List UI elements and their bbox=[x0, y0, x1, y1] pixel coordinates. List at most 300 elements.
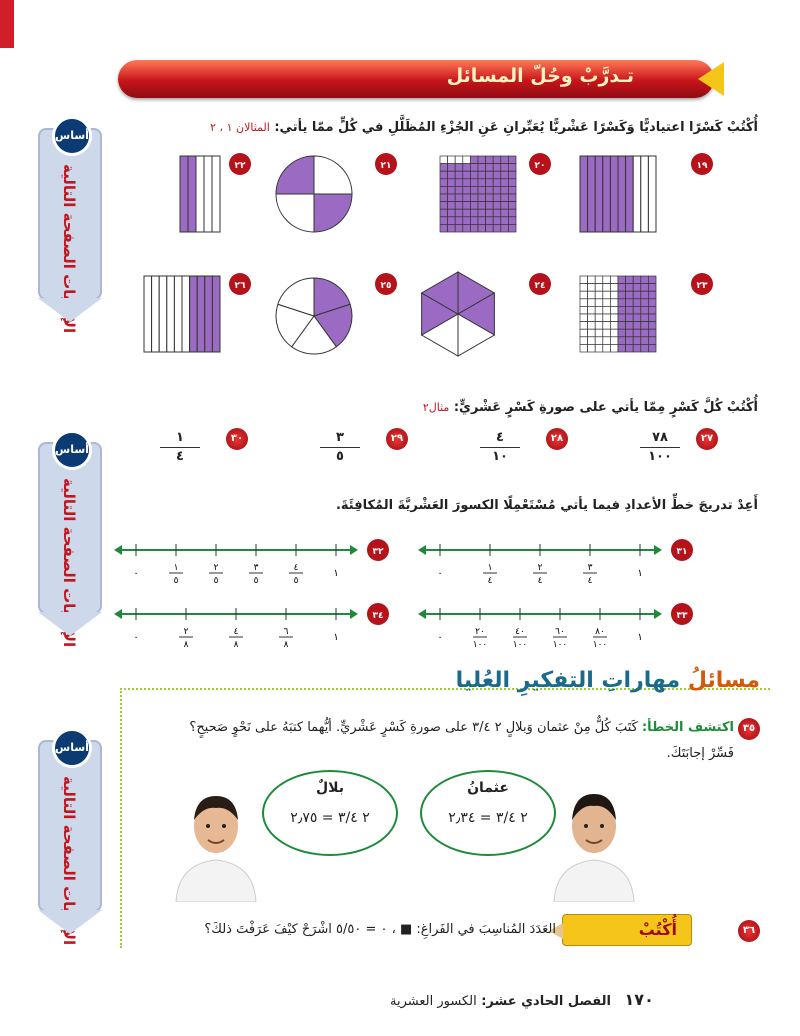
grid-cell bbox=[501, 202, 509, 210]
grid-cell bbox=[648, 306, 656, 314]
grid-cell bbox=[486, 179, 494, 187]
grid-cell bbox=[603, 322, 611, 330]
pie-slice bbox=[276, 156, 314, 194]
question-number-badge bbox=[529, 273, 551, 295]
strip-cell bbox=[190, 276, 198, 352]
grid-cell bbox=[648, 314, 656, 322]
grid-cell bbox=[440, 186, 448, 194]
grid-cell bbox=[448, 186, 456, 194]
tick-denominator: ٨ bbox=[233, 640, 239, 650]
fraction-bar bbox=[160, 447, 200, 448]
q2-item-number: ٢٧ bbox=[696, 428, 718, 450]
side-tab-badge: أساس bbox=[52, 116, 92, 156]
badge-text: ٢٢ bbox=[234, 161, 246, 171]
question-number-badge bbox=[529, 153, 551, 175]
grid-cell bbox=[455, 179, 463, 187]
badge-text: ٢٠ bbox=[534, 161, 546, 171]
grid-cell bbox=[501, 179, 509, 187]
grid-cell bbox=[641, 344, 649, 352]
q2-fraction bbox=[640, 430, 680, 465]
grid-cell bbox=[448, 164, 456, 172]
tick-denominator: ٥ bbox=[173, 576, 179, 586]
grid-cell bbox=[493, 224, 501, 232]
grid-cell bbox=[508, 171, 516, 179]
grid-cell bbox=[508, 224, 516, 232]
badge-text: ٣١ bbox=[676, 547, 688, 557]
grid-cell bbox=[493, 217, 501, 225]
grid-cell bbox=[610, 337, 618, 345]
grid-cell bbox=[440, 179, 448, 187]
pie-slice bbox=[314, 194, 352, 232]
grid-cell bbox=[478, 179, 486, 187]
fraction-numerator: ١ bbox=[176, 430, 184, 445]
grid-cell bbox=[626, 329, 634, 337]
badge-text: ٢٣ bbox=[696, 281, 708, 291]
grid-cell bbox=[603, 337, 611, 345]
grid-cell bbox=[478, 156, 486, 164]
grid-cell bbox=[493, 202, 501, 210]
grid-cell bbox=[648, 299, 656, 307]
tick-numerator: ٨٠ bbox=[595, 627, 605, 637]
q2-item-number: ٢٨ bbox=[546, 428, 568, 450]
pie-slice bbox=[276, 194, 314, 232]
badge-text: ٣٢ bbox=[372, 547, 384, 557]
grid-cell bbox=[493, 171, 501, 179]
tick-numerator: ٦٠ bbox=[555, 627, 565, 637]
grid-cell bbox=[610, 284, 618, 292]
grid-cell bbox=[448, 209, 456, 217]
fraction-numerator: ٣ bbox=[336, 430, 344, 445]
grid-cell bbox=[595, 284, 603, 292]
tick-numerator: ٣ bbox=[253, 563, 259, 573]
side-tab-label: الإجابات الصفحة التالية bbox=[60, 776, 78, 946]
grid-cell bbox=[603, 299, 611, 307]
grid-cell bbox=[641, 314, 649, 322]
grid-cell bbox=[486, 224, 494, 232]
grid-cell bbox=[588, 322, 596, 330]
tick-denominator: ٤ bbox=[487, 576, 493, 586]
tick-denominator: ١٠٠ bbox=[552, 640, 568, 650]
hots-title bbox=[456, 668, 760, 693]
grid-cell bbox=[448, 224, 456, 232]
q35-text: كَتَبَ كُلٌّ مِنْ عثمان وَبلالٍ ٢ ٣/٤ على صورةِ كَسْرٍ عَشْريٍّ. أيُّهما كتبَهُ على نَحْوٍ صَحيحٍ؟ bbox=[189, 720, 638, 735]
grid-cell bbox=[486, 209, 494, 217]
number-lines bbox=[100, 530, 740, 660]
number-line bbox=[418, 539, 693, 586]
tick-numerator: ٤ bbox=[233, 627, 239, 637]
tick-numerator: ٤ bbox=[293, 563, 299, 573]
grid-cell bbox=[595, 337, 603, 345]
q36-text: العَدَدَ المُناسِبَ في الفَراغِ: ■ ، ٠ = ٥/٥٠ اشْرَحْ كيْفَ عَرَفْتَ ذلكَ؟ bbox=[204, 922, 556, 937]
strip-cell bbox=[180, 156, 188, 232]
grid-cell bbox=[633, 329, 641, 337]
strip-cell bbox=[641, 156, 649, 232]
grid-cell bbox=[455, 224, 463, 232]
q2-item-number: ٢٩ bbox=[386, 428, 408, 450]
fraction-numerator: ٧٨ bbox=[652, 430, 668, 445]
grid-cell bbox=[478, 202, 486, 210]
tick-numerator: ٢ bbox=[183, 627, 189, 637]
strip-cell bbox=[618, 156, 626, 232]
grid-cell bbox=[618, 344, 626, 352]
question-number-badge bbox=[367, 603, 389, 625]
grid-cell bbox=[626, 276, 634, 284]
grid-cell bbox=[508, 209, 516, 217]
grid-cell bbox=[610, 322, 618, 330]
grid-cell bbox=[626, 299, 634, 307]
arrow-left-icon bbox=[114, 609, 122, 619]
question-number-badge bbox=[229, 153, 251, 175]
grid-cell bbox=[588, 299, 596, 307]
tick-denominator: ٨ bbox=[183, 640, 189, 650]
strip-cell bbox=[188, 156, 196, 232]
strip-cell bbox=[588, 156, 596, 232]
grid-cell bbox=[448, 156, 456, 164]
grid-cell bbox=[610, 291, 618, 299]
tick-label: ١ bbox=[333, 568, 339, 579]
side-tab-point bbox=[38, 612, 102, 636]
q35-number: ٣٥ bbox=[738, 718, 760, 740]
speech-bubble-bilal bbox=[262, 770, 398, 856]
grid-cell bbox=[463, 209, 471, 217]
grid-cell bbox=[470, 194, 478, 202]
grid-cell bbox=[440, 202, 448, 210]
grid-cell bbox=[648, 337, 656, 345]
hots-title-a: مسائلُ bbox=[687, 668, 760, 693]
strip-cell bbox=[152, 276, 160, 352]
grid-cell bbox=[493, 209, 501, 217]
grid-cell bbox=[618, 329, 626, 337]
grid-cell bbox=[486, 186, 494, 194]
badge-text: ٣٣ bbox=[676, 611, 688, 621]
badge-text: ٢٦ bbox=[234, 281, 246, 291]
badge-text: ٣٤ bbox=[372, 611, 384, 621]
grid-cell bbox=[470, 171, 478, 179]
grid-cell bbox=[455, 194, 463, 202]
grid-cell bbox=[633, 306, 641, 314]
question-number-badge bbox=[229, 273, 251, 295]
tick-denominator: ٥ bbox=[213, 576, 219, 586]
grid-cell bbox=[455, 217, 463, 225]
grid-cell bbox=[595, 299, 603, 307]
q36-number: ٣٦ bbox=[738, 920, 760, 942]
tick-numerator: ٢ bbox=[537, 563, 543, 573]
grid-cell bbox=[493, 186, 501, 194]
strip-cell bbox=[603, 156, 611, 232]
tick-denominator: ٥ bbox=[253, 576, 259, 586]
fraction-bar bbox=[640, 447, 680, 448]
grid-cell bbox=[470, 156, 478, 164]
tick-denominator: ٥ bbox=[293, 576, 299, 586]
boy-photo-othman bbox=[546, 780, 642, 902]
grid-cell bbox=[470, 209, 478, 217]
strip-cell bbox=[196, 156, 204, 232]
tick-denominator: ٤ bbox=[587, 576, 593, 586]
grid-cell bbox=[478, 164, 486, 172]
grid-cell bbox=[633, 344, 641, 352]
grid-cell bbox=[478, 194, 486, 202]
tick-numerator: ٣ bbox=[587, 563, 593, 573]
tick-numerator: ٢ bbox=[213, 563, 219, 573]
bubble-name: بلالٌ bbox=[315, 780, 345, 796]
grid-cell bbox=[618, 299, 626, 307]
q2-ref: مثال٢ bbox=[422, 401, 450, 414]
strip-cell bbox=[633, 156, 641, 232]
grid-cell bbox=[633, 322, 641, 330]
grid-cell bbox=[470, 179, 478, 187]
grid-cell bbox=[448, 202, 456, 210]
grid-cell bbox=[448, 194, 456, 202]
side-tab-answers[interactable] bbox=[38, 128, 102, 334]
grid-cell bbox=[588, 276, 596, 284]
arrow-left-icon bbox=[418, 545, 426, 555]
grid-cell bbox=[580, 299, 588, 307]
q2-fraction bbox=[160, 430, 200, 465]
grid-cell bbox=[618, 284, 626, 292]
strip-cell bbox=[144, 276, 152, 352]
bubble-name: عثمانُ bbox=[467, 780, 509, 796]
q2-fraction bbox=[480, 430, 520, 465]
tick-numerator: ١ bbox=[487, 563, 493, 573]
strip-cell bbox=[595, 156, 603, 232]
grid-cell bbox=[633, 291, 641, 299]
grid-cell bbox=[463, 186, 471, 194]
number-line bbox=[114, 539, 389, 586]
badge-text: ٢٥ bbox=[380, 281, 392, 291]
strip-cell bbox=[205, 276, 213, 352]
pie-slice bbox=[314, 156, 352, 194]
grid-cell bbox=[648, 344, 656, 352]
grid-cell bbox=[486, 202, 494, 210]
badge-text: ٢١ bbox=[380, 161, 392, 171]
pencil-write bbox=[562, 914, 692, 946]
strip-cell bbox=[212, 276, 220, 352]
grid-cell bbox=[580, 337, 588, 345]
arrow-right-icon bbox=[654, 545, 662, 555]
grid-cell bbox=[595, 322, 603, 330]
tick-denominator: ١٠٠ bbox=[512, 640, 528, 650]
grid-cell bbox=[508, 179, 516, 187]
chapter-label: الفصل الحادي عشر: bbox=[481, 994, 611, 1009]
tick-label: ٠ bbox=[133, 568, 139, 579]
grid-cell bbox=[440, 156, 448, 164]
grid-cell bbox=[463, 202, 471, 210]
strip-cell bbox=[197, 276, 205, 352]
q2-text: أُكْتُبْ كُلَّ كَسْرٍ مِمّا يأتي على صورةِ كَسْرٍ عَشْريٍّ: bbox=[453, 400, 758, 415]
grid-cell bbox=[588, 306, 596, 314]
grid-cell bbox=[595, 306, 603, 314]
grid-cell bbox=[448, 179, 456, 187]
grid-cell bbox=[626, 306, 634, 314]
tick-numerator: ٦ bbox=[283, 627, 289, 637]
grid-cell bbox=[463, 217, 471, 225]
arrow-left-icon bbox=[418, 609, 426, 619]
side-tab-point bbox=[38, 298, 102, 322]
grid-cell bbox=[470, 224, 478, 232]
grid-cell bbox=[648, 322, 656, 330]
grid-cell bbox=[603, 329, 611, 337]
fraction-bar bbox=[320, 447, 360, 448]
grid-cell bbox=[580, 314, 588, 322]
grid-cell bbox=[595, 276, 603, 284]
grid-cell bbox=[501, 156, 509, 164]
grid-cell bbox=[463, 224, 471, 232]
grid-cell bbox=[501, 171, 509, 179]
grid-cell bbox=[455, 164, 463, 172]
grid-cell bbox=[648, 284, 656, 292]
grid-cell bbox=[463, 194, 471, 202]
grid-cell bbox=[501, 194, 509, 202]
grid-cell bbox=[580, 322, 588, 330]
strip-cell bbox=[212, 156, 220, 232]
grid-cell bbox=[440, 164, 448, 172]
grid-cell bbox=[455, 186, 463, 194]
strip-cell bbox=[159, 276, 167, 352]
grid-cell bbox=[501, 186, 509, 194]
grid-cell bbox=[648, 276, 656, 284]
tick-label: ١ bbox=[637, 568, 643, 579]
grid-cell bbox=[501, 164, 509, 172]
grid-cell bbox=[588, 344, 596, 352]
side-tab-answers[interactable] bbox=[38, 442, 102, 648]
grid-cell bbox=[470, 164, 478, 172]
q2-instruction bbox=[423, 400, 758, 415]
side-tab-badge: أساس bbox=[52, 430, 92, 470]
grid-cell bbox=[470, 202, 478, 210]
grid-cell bbox=[626, 337, 634, 345]
grid-cell bbox=[610, 314, 618, 322]
shapes-figure bbox=[120, 140, 740, 380]
fraction-numerator: ٤ bbox=[496, 430, 504, 445]
question-number-badge bbox=[671, 539, 693, 561]
grid-cell bbox=[603, 344, 611, 352]
tick-denominator: ٤ bbox=[537, 576, 543, 586]
strip-cell bbox=[204, 156, 212, 232]
grid-cell bbox=[603, 284, 611, 292]
grid-cell bbox=[618, 337, 626, 345]
side-tab-badge: أساس bbox=[52, 728, 92, 768]
tick-label: ١ bbox=[333, 632, 339, 643]
grid-cell bbox=[463, 179, 471, 187]
question-number-badge bbox=[367, 539, 389, 561]
grid-cell bbox=[493, 194, 501, 202]
grid-cell bbox=[603, 276, 611, 284]
q1-instruction bbox=[210, 120, 758, 135]
grid-cell bbox=[508, 217, 516, 225]
topic-label: الكسور العشرية bbox=[390, 994, 477, 1009]
grid-cell bbox=[440, 194, 448, 202]
grid-cell bbox=[478, 171, 486, 179]
grid-cell bbox=[588, 284, 596, 292]
bubble-equation: ٢ ٣/٤ = ٢٫٧٥ bbox=[290, 810, 370, 826]
grid-cell bbox=[633, 337, 641, 345]
grid-cell bbox=[486, 156, 494, 164]
grid-cell bbox=[508, 164, 516, 172]
grid-cell bbox=[501, 224, 509, 232]
grid-cell bbox=[641, 299, 649, 307]
fraction-denominator: ٤ bbox=[176, 449, 184, 464]
grid-cell bbox=[448, 217, 456, 225]
grid-cell bbox=[648, 291, 656, 299]
bubble-equation: ٢ ٣/٤ = ٢٫٣٤ bbox=[448, 810, 528, 826]
grid-cell bbox=[633, 314, 641, 322]
grid-cell bbox=[633, 276, 641, 284]
grid-cell bbox=[478, 224, 486, 232]
side-tab-answers[interactable] bbox=[38, 740, 102, 946]
grid-cell bbox=[626, 322, 634, 330]
grid-cell bbox=[603, 306, 611, 314]
section-banner bbox=[118, 60, 714, 98]
grid-cell bbox=[610, 276, 618, 284]
side-tab-label: الإجابات الصفحة التالية bbox=[60, 478, 78, 648]
speech-bubble-othman bbox=[420, 770, 556, 856]
grid-cell bbox=[610, 344, 618, 352]
grid-cell bbox=[440, 171, 448, 179]
grid-cell bbox=[501, 217, 509, 225]
q1-text: أُكْتُبْ كَسْرًا اعتياديًّا وَكَسْرًا عَشْريًّا يُعَبِّرانِ عَنِ الجُزْءِ المُظَلَّلِ في كُلٍّ ممّا يأتي: bbox=[274, 120, 758, 135]
grid-cell bbox=[455, 209, 463, 217]
hots-title-b: مهاراتِ التفكيرِ العُليا bbox=[455, 668, 681, 693]
page-footer bbox=[390, 990, 654, 1009]
grid-cell bbox=[463, 164, 471, 172]
grid-cell bbox=[626, 314, 634, 322]
banner-title: تـدرَّبْ وحُلّ المسائل bbox=[446, 65, 634, 87]
tick-label: ٠ bbox=[437, 632, 443, 643]
q1-ref: المثالان ١ ، ٢ bbox=[210, 121, 270, 134]
grid-cell bbox=[588, 291, 596, 299]
grid-cell bbox=[610, 299, 618, 307]
badge-text: ١٩ bbox=[696, 161, 708, 171]
tick-numerator: ٤٠ bbox=[515, 627, 525, 637]
grid-cell bbox=[641, 291, 649, 299]
page-edge-strip bbox=[0, 0, 14, 48]
grid-cell bbox=[633, 284, 641, 292]
grid-cell bbox=[470, 217, 478, 225]
grid-cell bbox=[580, 276, 588, 284]
question-number-badge bbox=[375, 153, 397, 175]
grid-cell bbox=[595, 329, 603, 337]
fraction-bar bbox=[480, 447, 520, 448]
grid-cell bbox=[440, 209, 448, 217]
tick-denominator: ١٠٠ bbox=[472, 640, 488, 650]
grid-cell bbox=[618, 276, 626, 284]
strip-cell bbox=[610, 156, 618, 232]
grid-cell bbox=[455, 171, 463, 179]
strip-cell bbox=[174, 276, 182, 352]
number-line bbox=[418, 603, 693, 650]
grid-cell bbox=[440, 224, 448, 232]
grid-cell bbox=[501, 209, 509, 217]
q35-text2: فَسِّرْ إجابَتَكَ. bbox=[666, 746, 734, 761]
grid-cell bbox=[618, 291, 626, 299]
strip-cell bbox=[167, 276, 175, 352]
tick-label: ٠ bbox=[437, 568, 443, 579]
grid-cell bbox=[455, 156, 463, 164]
boy-photo-bilal bbox=[168, 780, 264, 902]
question-number-badge bbox=[691, 153, 713, 175]
grid-cell bbox=[448, 171, 456, 179]
grid-cell bbox=[580, 329, 588, 337]
q35-tag: اكتشف الخطأ: bbox=[641, 720, 734, 735]
grid-cell bbox=[493, 179, 501, 187]
grid-cell bbox=[595, 344, 603, 352]
arrow-right-icon bbox=[350, 545, 358, 555]
grid-cell bbox=[508, 186, 516, 194]
grid-cell bbox=[486, 171, 494, 179]
grid-cell bbox=[493, 156, 501, 164]
grid-cell bbox=[595, 314, 603, 322]
grid-cell bbox=[493, 164, 501, 172]
